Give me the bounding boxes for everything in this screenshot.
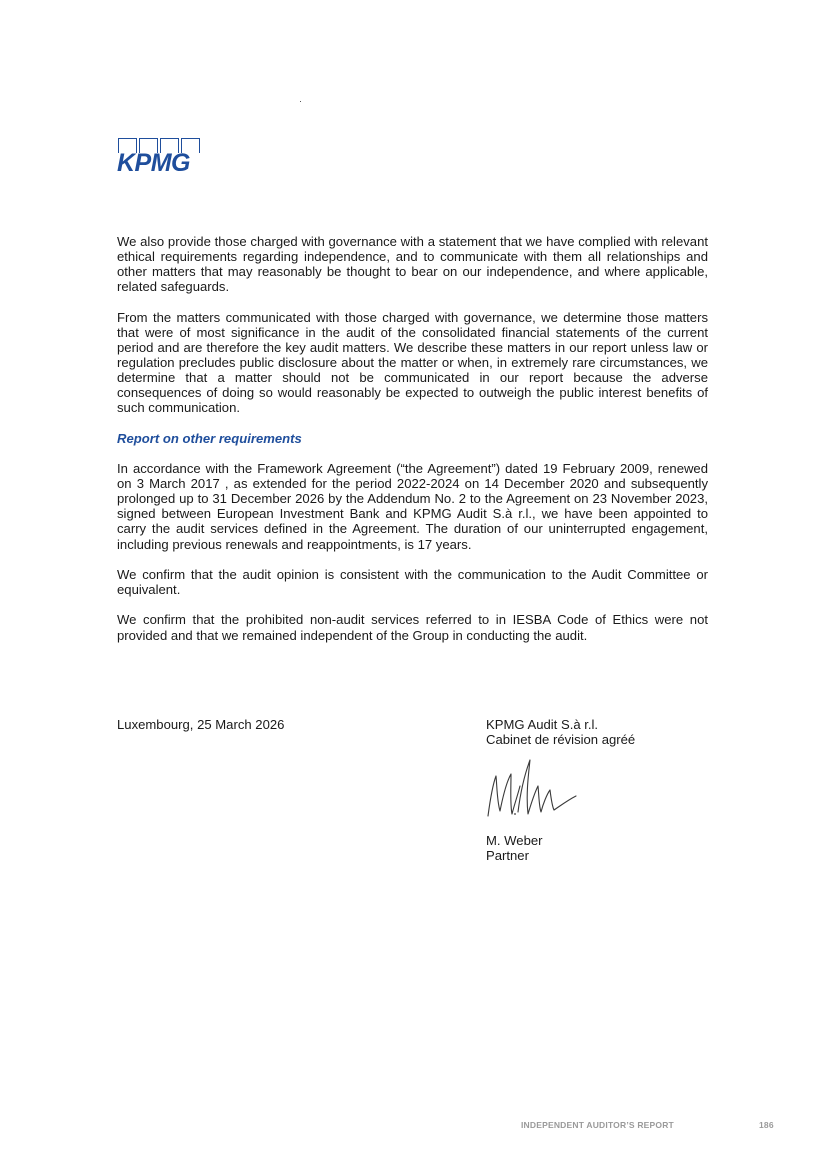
report-body (117, 234, 708, 658)
paragraph-audit-committee: We confirm that the audit opinion is consistent with the communication to the Audit Committee or equivalent. (117, 566, 708, 598)
firm-block (486, 717, 635, 747)
firm-name: KPMG Audit S.à r.l. (486, 717, 599, 732)
firm-subtitle: Cabinet de révision agréé (486, 732, 636, 748)
footer-page-number: 186 (759, 1120, 774, 1130)
signer-name: M. Weber (486, 833, 543, 848)
paragraph-key-audit-matters: From the matters communicated with those charged with governance, we determine those matters that were of most significance in the audit of the consolidated financial statements of the current period and are therefore the key audit matters. We describe these matters in our report unless law or regulation precludes public disclosure about the matter or when, in extremely rare circumstances, we determine that a matter should not be communicated in our report because the adverse consequences of doing so would reasonably be expected to outweigh the public interest benefits of such communication. (117, 309, 708, 416)
logo-wordmark: KPMG (117, 149, 190, 177)
signer-title: Partner (486, 848, 529, 864)
paragraph-independence: We also provide those charged with governance with a statement that we have complied with relevant ethical requirements regarding independence, and to communicate with them all relationships and other matters that may reasonably be thought to bear on our independence, and where applicable, related safeguards. (117, 234, 708, 295)
paragraph-framework-agreement: In accordance with the Framework Agreement (“the Agreement”) dated 19 February 2009, renewed on 3 March 2017 , as extended for the period 2022-2024 on 14 December 2020 and subsequently prolonged up to 31 December 2026 by the Addendum No. 2 to the Agreement on 23 November 2023, signed between European Investment Bank and KPMG Audit S.à r.l., we have been appointed to carry the audit services defined in the Agreement. The duration of our uninterrupted engagement, including previous renewals and reappointments, is 17 years. (117, 461, 708, 552)
footer-report-title: INDEPENDENT AUDITOR’S REPORT (521, 1120, 674, 1130)
place-date: Luxembourg, 25 March 2026 (117, 717, 285, 732)
stray-dot (300, 101, 301, 102)
section-heading: Report on other requirements (117, 430, 302, 446)
handwritten-signature (484, 756, 584, 822)
paragraph-non-audit-services: We confirm that the prohibited non-audit services referred to in IESBA Code of Ethics were not provided and that we remained independent of the Group in conducting the audit. (117, 612, 708, 643)
signer-block (486, 833, 543, 863)
kpmg-logo (117, 138, 217, 178)
